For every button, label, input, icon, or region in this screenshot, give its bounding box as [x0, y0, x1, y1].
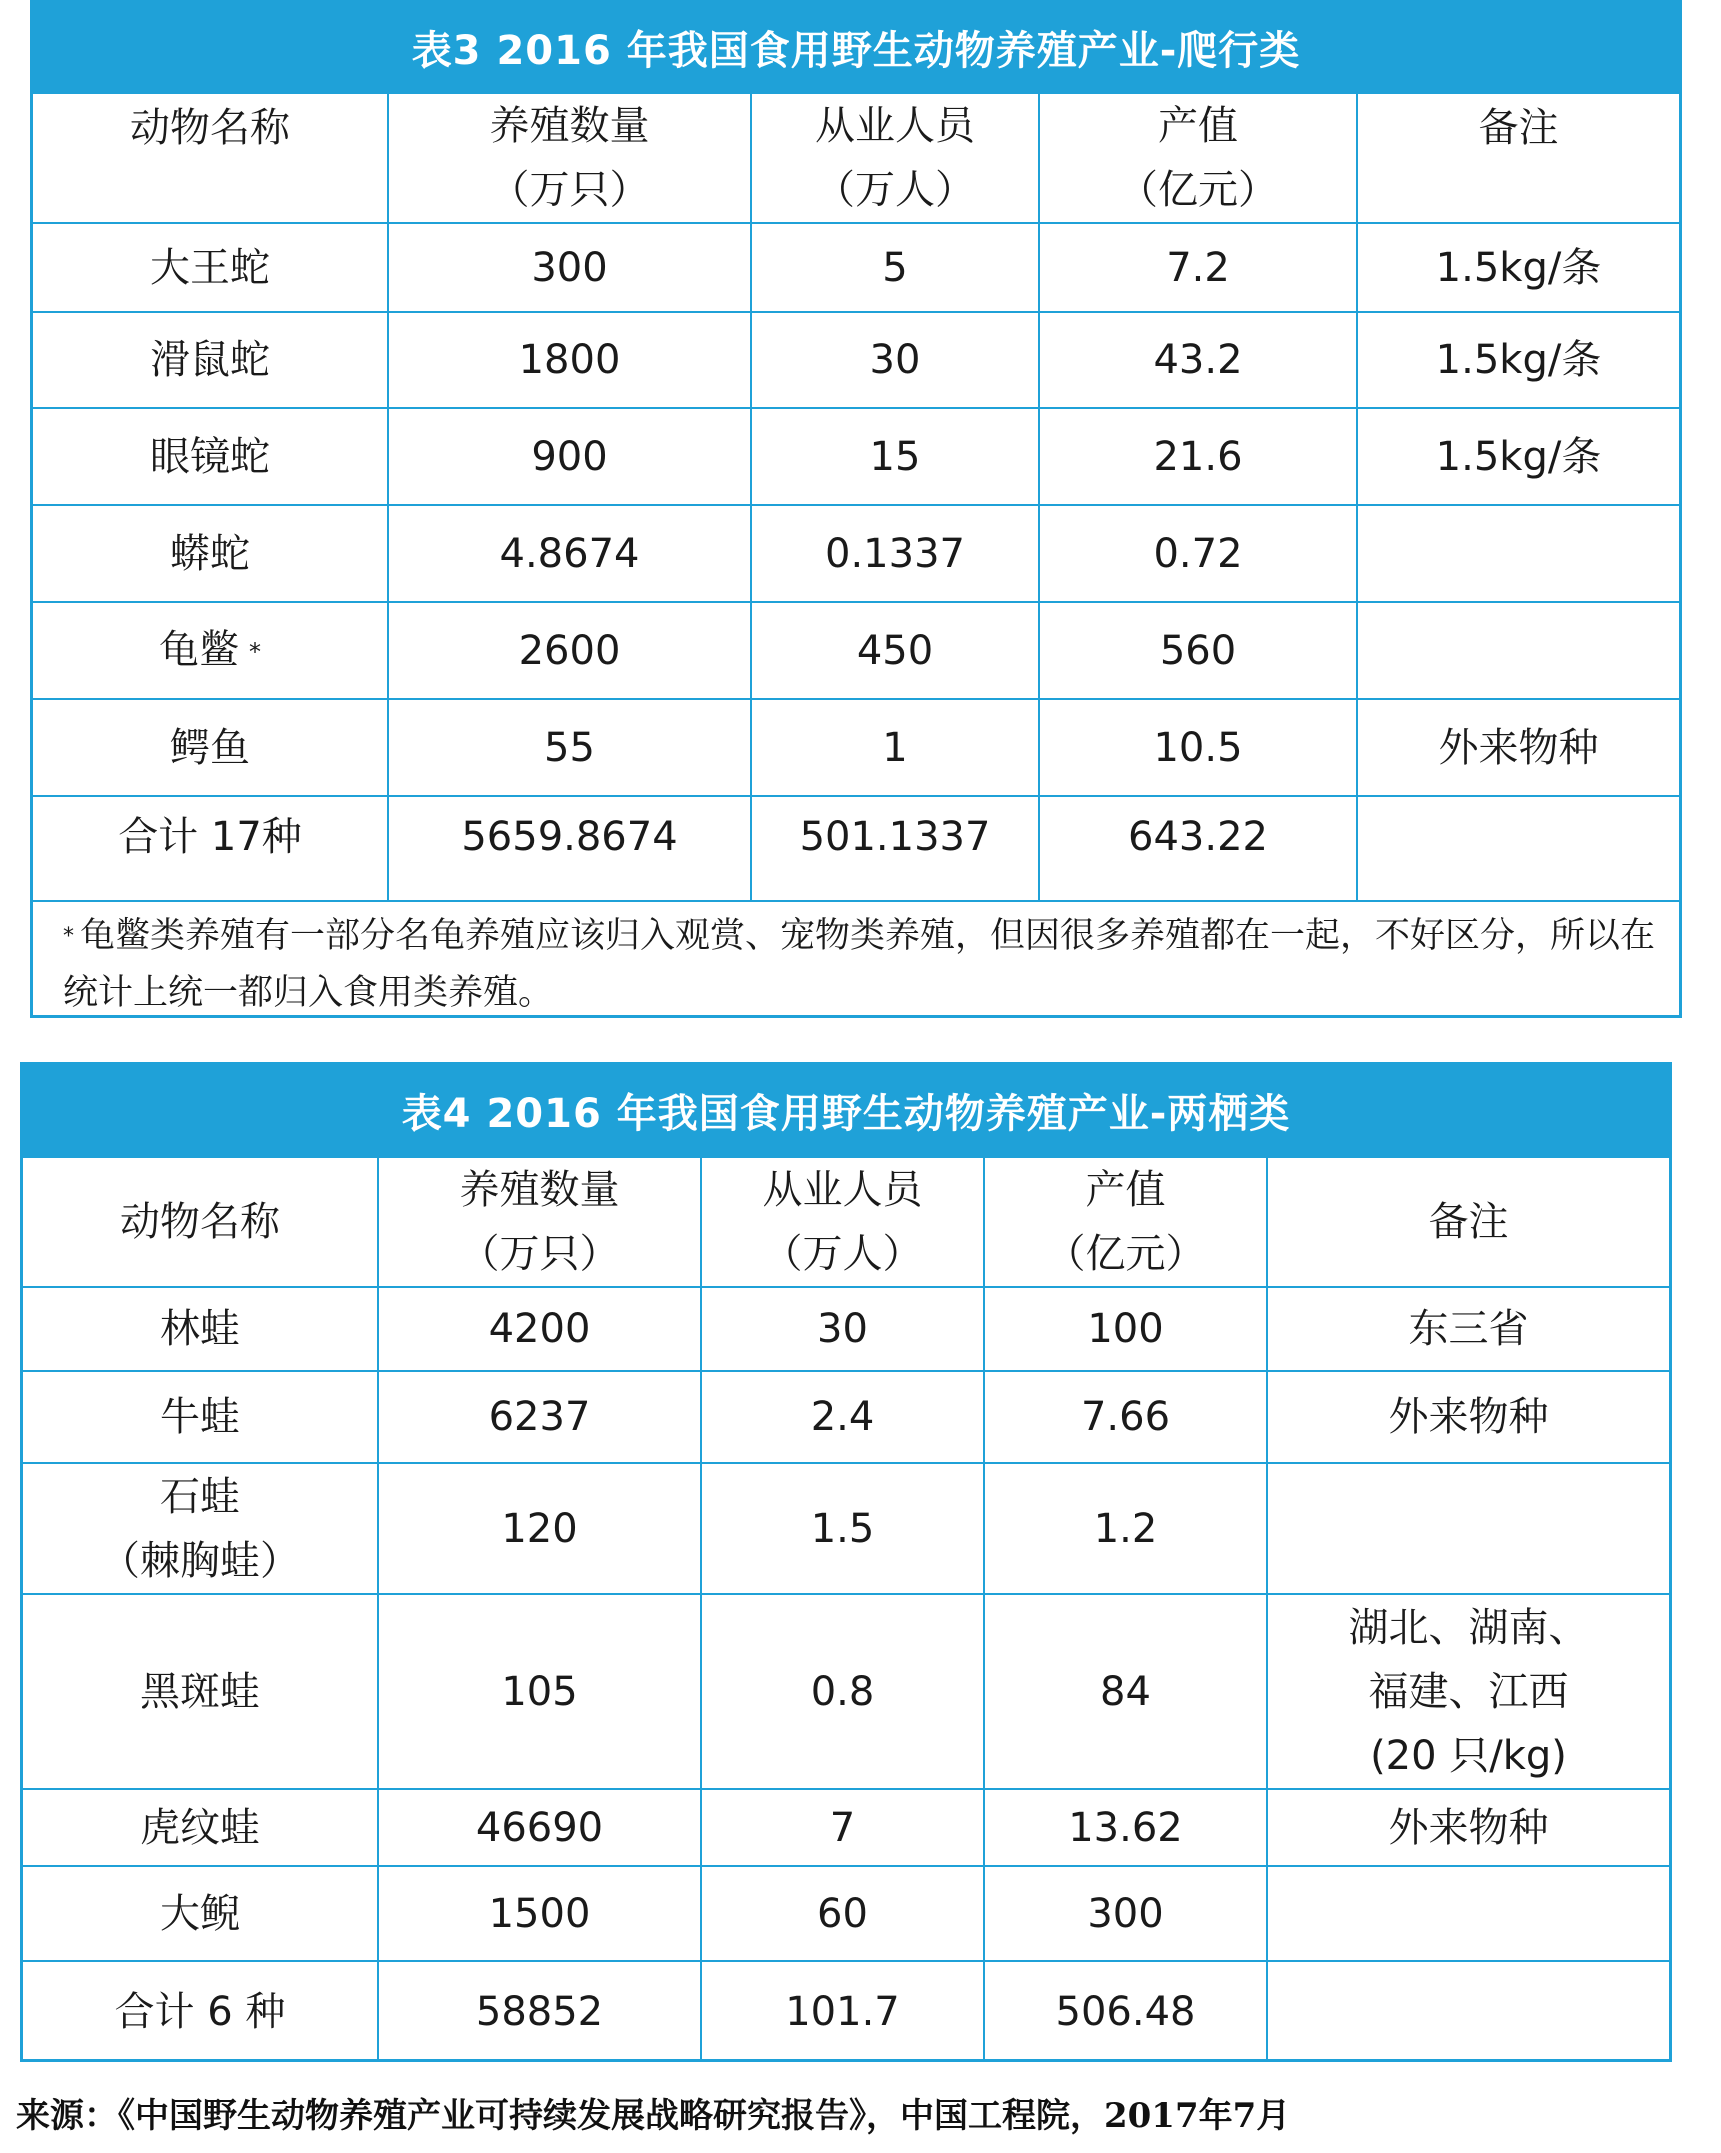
cell-staff: 2.4: [701, 1371, 984, 1463]
cell-quantity: 120: [378, 1463, 701, 1594]
cell-staff: 1: [751, 699, 1039, 796]
total-note: [1357, 796, 1679, 900]
header-staff: 从业人员 （万人）: [701, 1157, 984, 1287]
total-row: [33, 796, 1679, 900]
header-row: [23, 1157, 1669, 1287]
table-row: [33, 408, 1679, 505]
header-value: 产值 （亿元）: [1039, 93, 1357, 223]
data-table: [33, 92, 1679, 900]
cell-name: 大鲵: [23, 1866, 378, 1961]
cell-value: 7.2: [1039, 223, 1357, 312]
cell-name: 黑斑蛙: [23, 1594, 378, 1789]
header-quantity: 养殖数量 （万只）: [378, 1157, 701, 1287]
footnote: [33, 900, 1679, 1018]
cell-note: 1.5kg/条: [1357, 312, 1679, 408]
cell-note: 1.5kg/条: [1357, 223, 1679, 312]
cell-name: 石蛙 （棘胸蛙）: [23, 1463, 378, 1594]
total-name: 合计 6 种: [23, 1961, 378, 2061]
cell-name: 虎纹蛙: [23, 1789, 378, 1866]
footnote-marker: *: [249, 637, 261, 666]
table-row: [33, 223, 1679, 312]
table-row: [23, 1594, 1669, 1789]
cell-quantity: 4200: [378, 1287, 701, 1371]
cell-value: 84: [984, 1594, 1267, 1789]
header-name: 动物名称: [23, 1157, 378, 1287]
footnote-marker: *: [63, 924, 74, 949]
cell-value: 1.2: [984, 1463, 1267, 1594]
cell-staff: 1.5: [701, 1463, 984, 1594]
cell-value: 10.5: [1039, 699, 1357, 796]
cell-staff: 60: [701, 1866, 984, 1961]
cell-note: [1267, 1866, 1669, 1961]
table-row: [23, 1866, 1669, 1961]
total-row: [23, 1961, 1669, 2061]
cell-note: 外来物种: [1267, 1371, 1669, 1463]
table-title: 表4 2016 年我国食用野生动物养殖产业-两栖类: [23, 1065, 1669, 1156]
header-note: 备注: [1357, 93, 1679, 223]
cell-name: 牛蛙: [23, 1371, 378, 1463]
table-row: [23, 1287, 1669, 1371]
cell-name: 大王蛇: [33, 223, 388, 312]
cell-name: 林蛙: [23, 1287, 378, 1371]
total-value: 506.48: [984, 1961, 1267, 2061]
header-staff: 从业人员 （万人）: [751, 93, 1039, 223]
total-note: [1267, 1961, 1669, 2061]
cell-value: 7.66: [984, 1371, 1267, 1463]
cell-staff: 450: [751, 602, 1039, 699]
cell-value: 13.62: [984, 1789, 1267, 1866]
table-row: [33, 699, 1679, 796]
cell-quantity: 900: [388, 408, 751, 505]
cell-name: [33, 602, 388, 699]
cell-staff: 7: [701, 1789, 984, 1866]
cell-staff: 0.1337: [751, 505, 1039, 602]
cell-quantity: 1500: [378, 1866, 701, 1961]
data-table: [23, 1156, 1669, 2061]
cell-quantity: 4.8674: [388, 505, 751, 602]
footnote-text: 龟鳖类养殖有一部分名龟养殖应该归入观赏、宠物类养殖，但因很多养殖都在一起，不好区分，所以在统计上统一都归入食用类养殖。: [63, 916, 1656, 1013]
cell-quantity: 6237: [378, 1371, 701, 1463]
total-value: 643.22: [1039, 796, 1357, 900]
total-staff: 101.7: [701, 1961, 984, 2061]
cell-value: 300: [984, 1866, 1267, 1961]
cell-value: 560: [1039, 602, 1357, 699]
cell-name: 鳄鱼: [33, 699, 388, 796]
cell-note: 外来物种: [1267, 1789, 1669, 1866]
table-row: [33, 505, 1679, 602]
total-quantity: 58852: [378, 1961, 701, 2061]
cell-note: 1.5kg/条: [1357, 408, 1679, 505]
cell-staff: 30: [751, 312, 1039, 408]
cell-quantity: 55: [388, 699, 751, 796]
cell-quantity: 46690: [378, 1789, 701, 1866]
table-reptiles: [30, 0, 1682, 1018]
cell-quantity: 105: [378, 1594, 701, 1789]
table-title: 表3 2016 年我国食用野生动物养殖产业-爬行类: [33, 3, 1679, 92]
cell-name: 蟒蛇: [33, 505, 388, 602]
header-note: 备注: [1267, 1157, 1669, 1287]
cell-note: 湖北、湖南、 福建、江西 (20 只/kg): [1267, 1594, 1669, 1789]
cell-value: 43.2: [1039, 312, 1357, 408]
cell-name: 滑鼠蛇: [33, 312, 388, 408]
cell-value: 100: [984, 1287, 1267, 1371]
total-quantity: 5659.8674: [388, 796, 751, 900]
cell-note: 东三省: [1267, 1287, 1669, 1371]
header-row: [33, 93, 1679, 223]
cell-name: 眼镜蛇: [33, 408, 388, 505]
cell-note: [1357, 505, 1679, 602]
cell-note: [1267, 1463, 1669, 1594]
table-row: [23, 1789, 1669, 1866]
total-staff: 501.1337: [751, 796, 1039, 900]
cell-value: 21.6: [1039, 408, 1357, 505]
table-amphibians: [20, 1062, 1672, 2062]
cell-quantity: 300: [388, 223, 751, 312]
source-citation: 来源：《中国野生动物养殖产业可持续发展战略研究报告》，中国工程院，2017年7月: [16, 2096, 1291, 2136]
header-quantity: 养殖数量 （万只）: [388, 93, 751, 223]
total-name: 合计 17种: [33, 796, 388, 900]
cell-note: [1357, 602, 1679, 699]
table-row: [33, 602, 1679, 699]
cell-name-text: 龟鳖: [159, 626, 239, 673]
header-name: 动物名称: [33, 93, 388, 223]
cell-staff: 30: [701, 1287, 984, 1371]
cell-staff: 15: [751, 408, 1039, 505]
table-row: [33, 312, 1679, 408]
cell-quantity: 1800: [388, 312, 751, 408]
cell-quantity: 2600: [388, 602, 751, 699]
cell-staff: 5: [751, 223, 1039, 312]
cell-value: 0.72: [1039, 505, 1357, 602]
cell-note: 外来物种: [1357, 699, 1679, 796]
table-row: [23, 1463, 1669, 1594]
header-value: 产值 （亿元）: [984, 1157, 1267, 1287]
table-row: [23, 1371, 1669, 1463]
cell-staff: 0.8: [701, 1594, 984, 1789]
